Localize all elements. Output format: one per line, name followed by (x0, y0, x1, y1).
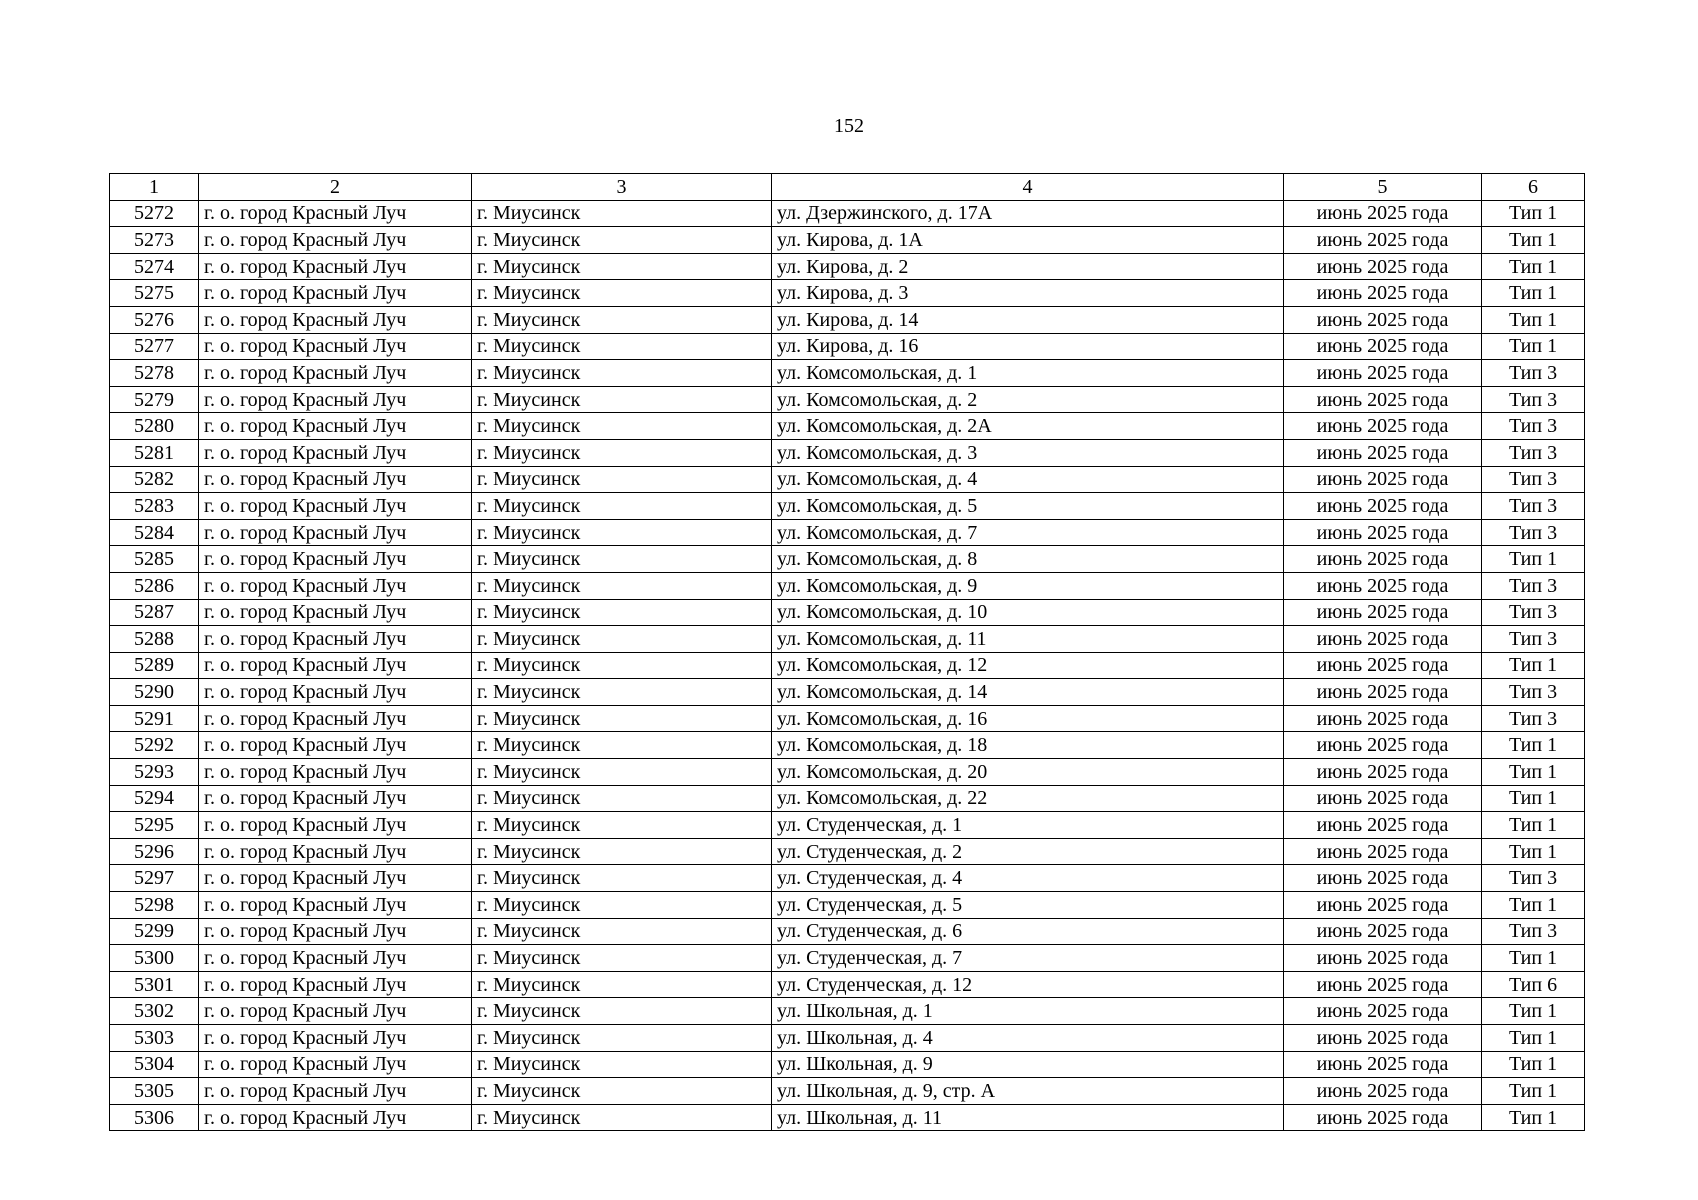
table-row (110, 759, 1585, 786)
type-cell: Тип 1 (1482, 652, 1585, 679)
address-cell: ул. Студенческая, д. 7 (772, 945, 1284, 972)
address-cell: ул. Школьная, д. 1 (772, 998, 1284, 1025)
period-cell: июнь 2025 года (1284, 679, 1482, 706)
period-cell: июнь 2025 года (1284, 732, 1482, 759)
locality-cell: г. Миусинск (472, 1078, 772, 1105)
locality-cell: г. Миусинск (472, 572, 772, 599)
type-cell: Тип 1 (1482, 785, 1585, 812)
address-cell: ул. Школьная, д. 4 (772, 1025, 1284, 1052)
municipality-cell: г. о. город Красный Луч (199, 1104, 472, 1131)
address-cell: ул. Комсомольская, д. 7 (772, 519, 1284, 546)
row-number-cell: 5276 (110, 306, 199, 333)
row-number-cell: 5286 (110, 572, 199, 599)
type-cell: Тип 3 (1482, 918, 1585, 945)
table-row (110, 918, 1585, 945)
locality-cell: г. Миусинск (472, 466, 772, 493)
locality-cell: г. Миусинск (472, 200, 772, 227)
municipality-cell: г. о. город Красный Луч (199, 546, 472, 573)
period-cell: июнь 2025 года (1284, 892, 1482, 919)
period-cell: июнь 2025 года (1284, 626, 1482, 653)
row-number-cell: 5279 (110, 386, 199, 413)
period-cell: июнь 2025 года (1284, 838, 1482, 865)
locality-cell: г. Миусинск (472, 280, 772, 307)
table-row (110, 546, 1585, 573)
table-row (110, 945, 1585, 972)
period-cell: июнь 2025 года (1284, 572, 1482, 599)
type-cell: Тип 3 (1482, 386, 1585, 413)
period-cell: июнь 2025 года (1284, 439, 1482, 466)
period-cell: июнь 2025 года (1284, 386, 1482, 413)
period-cell: июнь 2025 года (1284, 280, 1482, 307)
municipality-cell: г. о. город Красный Луч (199, 998, 472, 1025)
row-number-cell: 5305 (110, 1078, 199, 1105)
locality-cell: г. Миусинск (472, 971, 772, 998)
column-header-2: 2 (199, 174, 472, 201)
locality-cell: г. Миусинск (472, 519, 772, 546)
type-cell: Тип 1 (1482, 1078, 1585, 1105)
period-cell: июнь 2025 года (1284, 918, 1482, 945)
row-number-cell: 5294 (110, 785, 199, 812)
locality-cell: г. Миусинск (472, 227, 772, 254)
column-header-6: 6 (1482, 174, 1585, 201)
table-row (110, 493, 1585, 520)
row-number-cell: 5285 (110, 546, 199, 573)
table-row (110, 1025, 1585, 1052)
table-row (110, 705, 1585, 732)
address-cell: ул. Школьная, д. 9 (772, 1051, 1284, 1078)
table-row (110, 439, 1585, 466)
table-row (110, 998, 1585, 1025)
address-cell: ул. Студенческая, д. 4 (772, 865, 1284, 892)
locality-cell: г. Миусинск (472, 918, 772, 945)
table-row (110, 679, 1585, 706)
period-cell: июнь 2025 года (1284, 1025, 1482, 1052)
address-cell: ул. Студенческая, д. 12 (772, 971, 1284, 998)
row-number-cell: 5289 (110, 652, 199, 679)
type-cell: Тип 1 (1482, 227, 1585, 254)
address-cell: ул. Кирова, д. 14 (772, 306, 1284, 333)
page-number: 152 (834, 115, 864, 137)
type-cell: Тип 3 (1482, 439, 1585, 466)
type-cell: Тип 1 (1482, 1104, 1585, 1131)
address-cell: ул. Комсомольская, д. 20 (772, 759, 1284, 786)
period-cell: июнь 2025 года (1284, 333, 1482, 360)
type-cell: Тип 6 (1482, 971, 1585, 998)
address-cell: ул. Комсомольская, д. 2 (772, 386, 1284, 413)
address-cell: ул. Студенческая, д. 5 (772, 892, 1284, 919)
period-cell: июнь 2025 года (1284, 546, 1482, 573)
period-cell: июнь 2025 года (1284, 466, 1482, 493)
period-cell: июнь 2025 года (1284, 227, 1482, 254)
municipality-cell: г. о. город Красный Луч (199, 865, 472, 892)
table-row (110, 519, 1585, 546)
locality-cell: г. Миусинск (472, 1051, 772, 1078)
table-row (110, 466, 1585, 493)
column-header-4: 4 (772, 174, 1284, 201)
municipality-cell: г. о. город Красный Луч (199, 838, 472, 865)
locality-cell: г. Миусинск (472, 493, 772, 520)
locality-cell: г. Миусинск (472, 599, 772, 626)
row-number-cell: 5296 (110, 838, 199, 865)
type-cell: Тип 3 (1482, 572, 1585, 599)
type-cell: Тип 1 (1482, 812, 1585, 839)
municipality-cell: г. о. город Красный Луч (199, 280, 472, 307)
register-table (109, 173, 1585, 1131)
municipality-cell: г. о. город Красный Луч (199, 493, 472, 520)
table-row (110, 413, 1585, 440)
locality-cell: г. Миусинск (472, 892, 772, 919)
table-row (110, 865, 1585, 892)
municipality-cell: г. о. город Красный Луч (199, 759, 472, 786)
locality-cell: г. Миусинск (472, 785, 772, 812)
table-row (110, 572, 1585, 599)
locality-cell: г. Миусинск (472, 865, 772, 892)
type-cell: Тип 1 (1482, 759, 1585, 786)
period-cell: июнь 2025 года (1284, 971, 1482, 998)
row-number-cell: 5272 (110, 200, 199, 227)
type-cell: Тип 3 (1482, 626, 1585, 653)
municipality-cell: г. о. город Красный Луч (199, 812, 472, 839)
address-cell: ул. Комсомольская, д. 3 (772, 439, 1284, 466)
period-cell: июнь 2025 года (1284, 1104, 1482, 1131)
municipality-cell: г. о. город Красный Луч (199, 253, 472, 280)
address-cell: ул. Комсомольская, д. 16 (772, 705, 1284, 732)
table-row (110, 1104, 1585, 1131)
municipality-cell: г. о. город Красный Луч (199, 306, 472, 333)
period-cell: июнь 2025 года (1284, 705, 1482, 732)
row-number-cell: 5275 (110, 280, 199, 307)
row-number-cell: 5303 (110, 1025, 199, 1052)
type-cell: Тип 1 (1482, 945, 1585, 972)
period-cell: июнь 2025 года (1284, 1078, 1482, 1105)
type-cell: Тип 3 (1482, 466, 1585, 493)
locality-cell: г. Миусинск (472, 253, 772, 280)
type-cell: Тип 3 (1482, 519, 1585, 546)
municipality-cell: г. о. город Красный Луч (199, 413, 472, 440)
address-cell: ул. Кирова, д. 16 (772, 333, 1284, 360)
municipality-cell: г. о. город Красный Луч (199, 918, 472, 945)
municipality-cell: г. о. город Красный Луч (199, 1051, 472, 1078)
address-cell: ул. Комсомольская, д. 10 (772, 599, 1284, 626)
row-number-cell: 5295 (110, 812, 199, 839)
locality-cell: г. Миусинск (472, 333, 772, 360)
row-number-cell: 5291 (110, 705, 199, 732)
address-cell: ул. Комсомольская, д. 4 (772, 466, 1284, 493)
locality-cell: г. Миусинск (472, 945, 772, 972)
address-cell: ул. Школьная, д. 11 (772, 1104, 1284, 1131)
municipality-cell: г. о. город Красный Луч (199, 466, 472, 493)
municipality-cell: г. о. город Красный Луч (199, 227, 472, 254)
type-cell: Тип 3 (1482, 705, 1585, 732)
row-number-cell: 5282 (110, 466, 199, 493)
locality-cell: г. Миусинск (472, 546, 772, 573)
locality-cell: г. Миусинск (472, 679, 772, 706)
row-number-cell: 5302 (110, 998, 199, 1025)
locality-cell: г. Миусинск (472, 1025, 772, 1052)
period-cell: июнь 2025 года (1284, 306, 1482, 333)
locality-cell: г. Миусинск (472, 732, 772, 759)
row-number-cell: 5281 (110, 439, 199, 466)
row-number-cell: 5280 (110, 413, 199, 440)
municipality-cell: г. о. город Красный Луч (199, 200, 472, 227)
address-cell: ул. Комсомольская, д. 2А (772, 413, 1284, 440)
municipality-cell: г. о. город Красный Луч (199, 971, 472, 998)
table-row (110, 838, 1585, 865)
address-cell: ул. Комсомольская, д. 22 (772, 785, 1284, 812)
period-cell: июнь 2025 года (1284, 998, 1482, 1025)
locality-cell: г. Миусинск (472, 652, 772, 679)
table-row (110, 253, 1585, 280)
address-cell: ул. Школьная, д. 9, стр. А (772, 1078, 1284, 1105)
type-cell: Тип 1 (1482, 253, 1585, 280)
period-cell: июнь 2025 года (1284, 493, 1482, 520)
period-cell: июнь 2025 года (1284, 759, 1482, 786)
type-cell: Тип 1 (1482, 1025, 1585, 1052)
row-number-cell: 5283 (110, 493, 199, 520)
municipality-cell: г. о. город Красный Луч (199, 732, 472, 759)
table-row (110, 732, 1585, 759)
municipality-cell: г. о. город Красный Луч (199, 333, 472, 360)
type-cell: Тип 1 (1482, 998, 1585, 1025)
type-cell: Тип 3 (1482, 679, 1585, 706)
column-header-3: 3 (472, 174, 772, 201)
period-cell: июнь 2025 года (1284, 652, 1482, 679)
row-number-cell: 5287 (110, 599, 199, 626)
type-cell: Тип 1 (1482, 546, 1585, 573)
type-cell: Тип 1 (1482, 892, 1585, 919)
period-cell: июнь 2025 года (1284, 360, 1482, 387)
locality-cell: г. Миусинск (472, 1104, 772, 1131)
row-number-cell: 5306 (110, 1104, 199, 1131)
period-cell: июнь 2025 года (1284, 812, 1482, 839)
address-cell: ул. Студенческая, д. 6 (772, 918, 1284, 945)
row-number-cell: 5288 (110, 626, 199, 653)
type-cell: Тип 1 (1482, 1051, 1585, 1078)
period-cell: июнь 2025 года (1284, 519, 1482, 546)
column-header-5: 5 (1284, 174, 1482, 201)
table-row (110, 227, 1585, 254)
municipality-cell: г. о. город Красный Луч (199, 705, 472, 732)
municipality-cell: г. о. город Красный Луч (199, 1025, 472, 1052)
address-cell: ул. Комсомольская, д. 12 (772, 652, 1284, 679)
table-row (110, 599, 1585, 626)
municipality-cell: г. о. город Красный Луч (199, 1078, 472, 1105)
period-cell: июнь 2025 года (1284, 865, 1482, 892)
period-cell: июнь 2025 года (1284, 413, 1482, 440)
row-number-cell: 5299 (110, 918, 199, 945)
locality-cell: г. Миусинск (472, 386, 772, 413)
table-row (110, 626, 1585, 653)
type-cell: Тип 3 (1482, 493, 1585, 520)
type-cell: Тип 3 (1482, 413, 1585, 440)
table-row (110, 892, 1585, 919)
locality-cell: г. Миусинск (472, 306, 772, 333)
row-number-cell: 5304 (110, 1051, 199, 1078)
row-number-cell: 5290 (110, 679, 199, 706)
address-cell: ул. Комсомольская, д. 5 (772, 493, 1284, 520)
address-cell: ул. Кирова, д. 1А (772, 227, 1284, 254)
municipality-cell: г. о. город Красный Луч (199, 439, 472, 466)
municipality-cell: г. о. город Красный Луч (199, 386, 472, 413)
type-cell: Тип 1 (1482, 280, 1585, 307)
table-row (110, 200, 1585, 227)
row-number-cell: 5284 (110, 519, 199, 546)
table-row (110, 306, 1585, 333)
table-row (110, 652, 1585, 679)
column-header-1: 1 (110, 174, 199, 201)
period-cell: июнь 2025 года (1284, 1051, 1482, 1078)
table-row (110, 333, 1585, 360)
locality-cell: г. Миусинск (472, 838, 772, 865)
address-cell: ул. Студенческая, д. 2 (772, 838, 1284, 865)
address-cell: ул. Комсомольская, д. 9 (772, 572, 1284, 599)
municipality-cell: г. о. город Красный Луч (199, 360, 472, 387)
address-cell: ул. Комсомольская, д. 14 (772, 679, 1284, 706)
locality-cell: г. Миусинск (472, 705, 772, 732)
row-number-cell: 5293 (110, 759, 199, 786)
type-cell: Тип 1 (1482, 333, 1585, 360)
type-cell: Тип 1 (1482, 306, 1585, 333)
header-row (110, 174, 1585, 201)
locality-cell: г. Миусинск (472, 413, 772, 440)
address-cell: ул. Комсомольская, д. 18 (772, 732, 1284, 759)
type-cell: Тип 1 (1482, 732, 1585, 759)
row-number-cell: 5301 (110, 971, 199, 998)
locality-cell: г. Миусинск (472, 626, 772, 653)
locality-cell: г. Миусинск (472, 360, 772, 387)
locality-cell: г. Миусинск (472, 439, 772, 466)
type-cell: Тип 3 (1482, 599, 1585, 626)
address-cell: ул. Комсомольская, д. 11 (772, 626, 1284, 653)
row-number-cell: 5300 (110, 945, 199, 972)
table-row (110, 1051, 1585, 1078)
address-cell: ул. Студенческая, д. 1 (772, 812, 1284, 839)
locality-cell: г. Миусинск (472, 998, 772, 1025)
table-row (110, 971, 1585, 998)
address-cell: ул. Комсомольская, д. 1 (772, 360, 1284, 387)
municipality-cell: г. о. город Красный Луч (199, 679, 472, 706)
municipality-cell: г. о. город Красный Луч (199, 599, 472, 626)
row-number-cell: 5297 (110, 865, 199, 892)
period-cell: июнь 2025 года (1284, 599, 1482, 626)
municipality-cell: г. о. город Красный Луч (199, 626, 472, 653)
row-number-cell: 5273 (110, 227, 199, 254)
period-cell: июнь 2025 года (1284, 253, 1482, 280)
address-cell: ул. Кирова, д. 2 (772, 253, 1284, 280)
municipality-cell: г. о. город Красный Луч (199, 652, 472, 679)
locality-cell: г. Миусинск (472, 759, 772, 786)
row-number-cell: 5278 (110, 360, 199, 387)
address-cell: ул. Комсомольская, д. 8 (772, 546, 1284, 573)
address-cell: ул. Кирова, д. 3 (772, 280, 1284, 307)
table-body (110, 200, 1585, 1131)
table-row (110, 360, 1585, 387)
type-cell: Тип 1 (1482, 200, 1585, 227)
table-row (110, 785, 1585, 812)
row-number-cell: 5292 (110, 732, 199, 759)
municipality-cell: г. о. город Красный Луч (199, 785, 472, 812)
type-cell: Тип 1 (1482, 838, 1585, 865)
table-row (110, 280, 1585, 307)
municipality-cell: г. о. город Красный Луч (199, 572, 472, 599)
locality-cell: г. Миусинск (472, 812, 772, 839)
period-cell: июнь 2025 года (1284, 785, 1482, 812)
type-cell: Тип 3 (1482, 865, 1585, 892)
period-cell: июнь 2025 года (1284, 200, 1482, 227)
row-number-cell: 5298 (110, 892, 199, 919)
row-number-cell: 5274 (110, 253, 199, 280)
table-row (110, 386, 1585, 413)
address-cell: ул. Дзержинского, д. 17А (772, 200, 1284, 227)
type-cell: Тип 3 (1482, 360, 1585, 387)
municipality-cell: г. о. город Красный Луч (199, 892, 472, 919)
table-row (110, 1078, 1585, 1105)
table-row (110, 812, 1585, 839)
municipality-cell: г. о. город Красный Луч (199, 519, 472, 546)
municipality-cell: г. о. город Красный Луч (199, 945, 472, 972)
period-cell: июнь 2025 года (1284, 945, 1482, 972)
row-number-cell: 5277 (110, 333, 199, 360)
